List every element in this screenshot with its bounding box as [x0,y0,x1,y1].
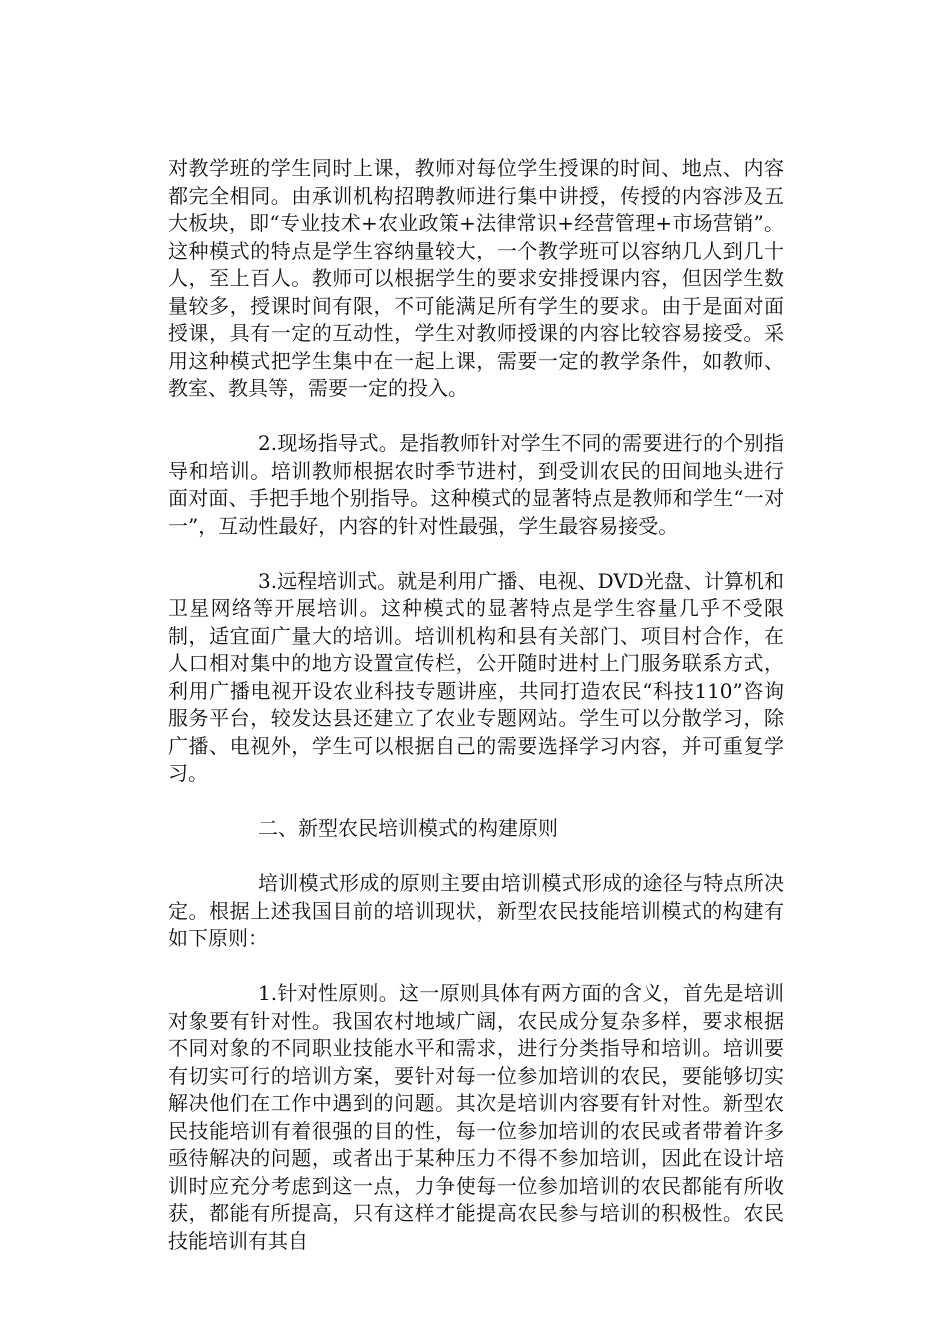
section-heading: 二、新型农民培训模式的构建原则 [258,816,558,840]
paragraph-continuation: 对教学班的学生同时上课，教师对每位学生授课的时间、地点、内容都完全相同。由承训机构招聘教师进行集中讲授，传授的内容涉及五大板块，即“专业技术+农业政策+法律常识+经营管理+市场营销”。这种模式的特点是学生容纳量较大，一个教学班可以容纳几人到几十人，至上百人。教师可以根据学生的要求安排授课内容，但因学生数量较多，授课时间有限，不可能满足所有学生的要求。由于是面对面授课，具有一定的互动性，学生对教师授课的内容比较容易接受。采用这种模式把学生集中在一起上课，需要一定的教学条件，如教师、教室、教具等，需要一定的投入。 [168,156,784,400]
paragraph-targeting-principle: 1.针对性原则。这一原则具体有两方面的含义，首先是培训对象要有针对性。我国农村地域广阔，农民成分复杂多样，要求根据不同对象的不同职业技能水平和需求，进行分类指导和培训。培训要有切实可行的培训方案，要针对每一位参加培训的农民，要能够切实解决他们在工作中遇到的问题。其次是培训内容要有针对性。新型农民技能培训有着很强的目的性，每一位参加培训的农民或者带着许多亟待解决的问题，或者出于某种压力不得不参加培训，因此在设计培训时应充分考虑到这一点，力争使每一位参加培训的农民都能有所收获，都能有所提高，只有这样才能提高农民参与培训的积极性。农民技能培训有其自 [168,981,784,1253]
document-body [168,155,784,1255]
paragraph-principles-intro: 培训模式形成的原则主要由培训模式形成的途径与特点所决定。根据上述我国目前的培训现状，新型农民技能培训模式的构建有如下原则： [168,871,784,950]
paragraph-on-site-guidance: 2.现场指导式。是指教师针对学生不同的需要进行的个别指导和培训。培训教师根据农时季节进村，到受训农民的田间地头进行面对面、手把手地个别指导。这种模式的显著特点是教师和学生“一对一”，互动性最好，内容的针对性最强，学生最容易接受。 [168,431,784,538]
paragraph-remote-training: 3.远程培训式。就是利用广播、电视、DVD光盘、计算机和卫星网络等开展培训。这种模式的显著特点是学生容量几乎不受限制，适宜面广量大的培训。培训机构和县有关部门、项目村合作，在人口相对集中的地方设置宣传栏，公开随时进村上门服务联系方式，利用广播电视开设农业科技专题讲座，共同打造农民“科技110”咨询服务平台，较发达县还建立了农业专题网站。学生可以分散学习，除广播、电视外，学生可以根据自己的需要选择学习内容，并可重复学习。 [168,568,784,785]
